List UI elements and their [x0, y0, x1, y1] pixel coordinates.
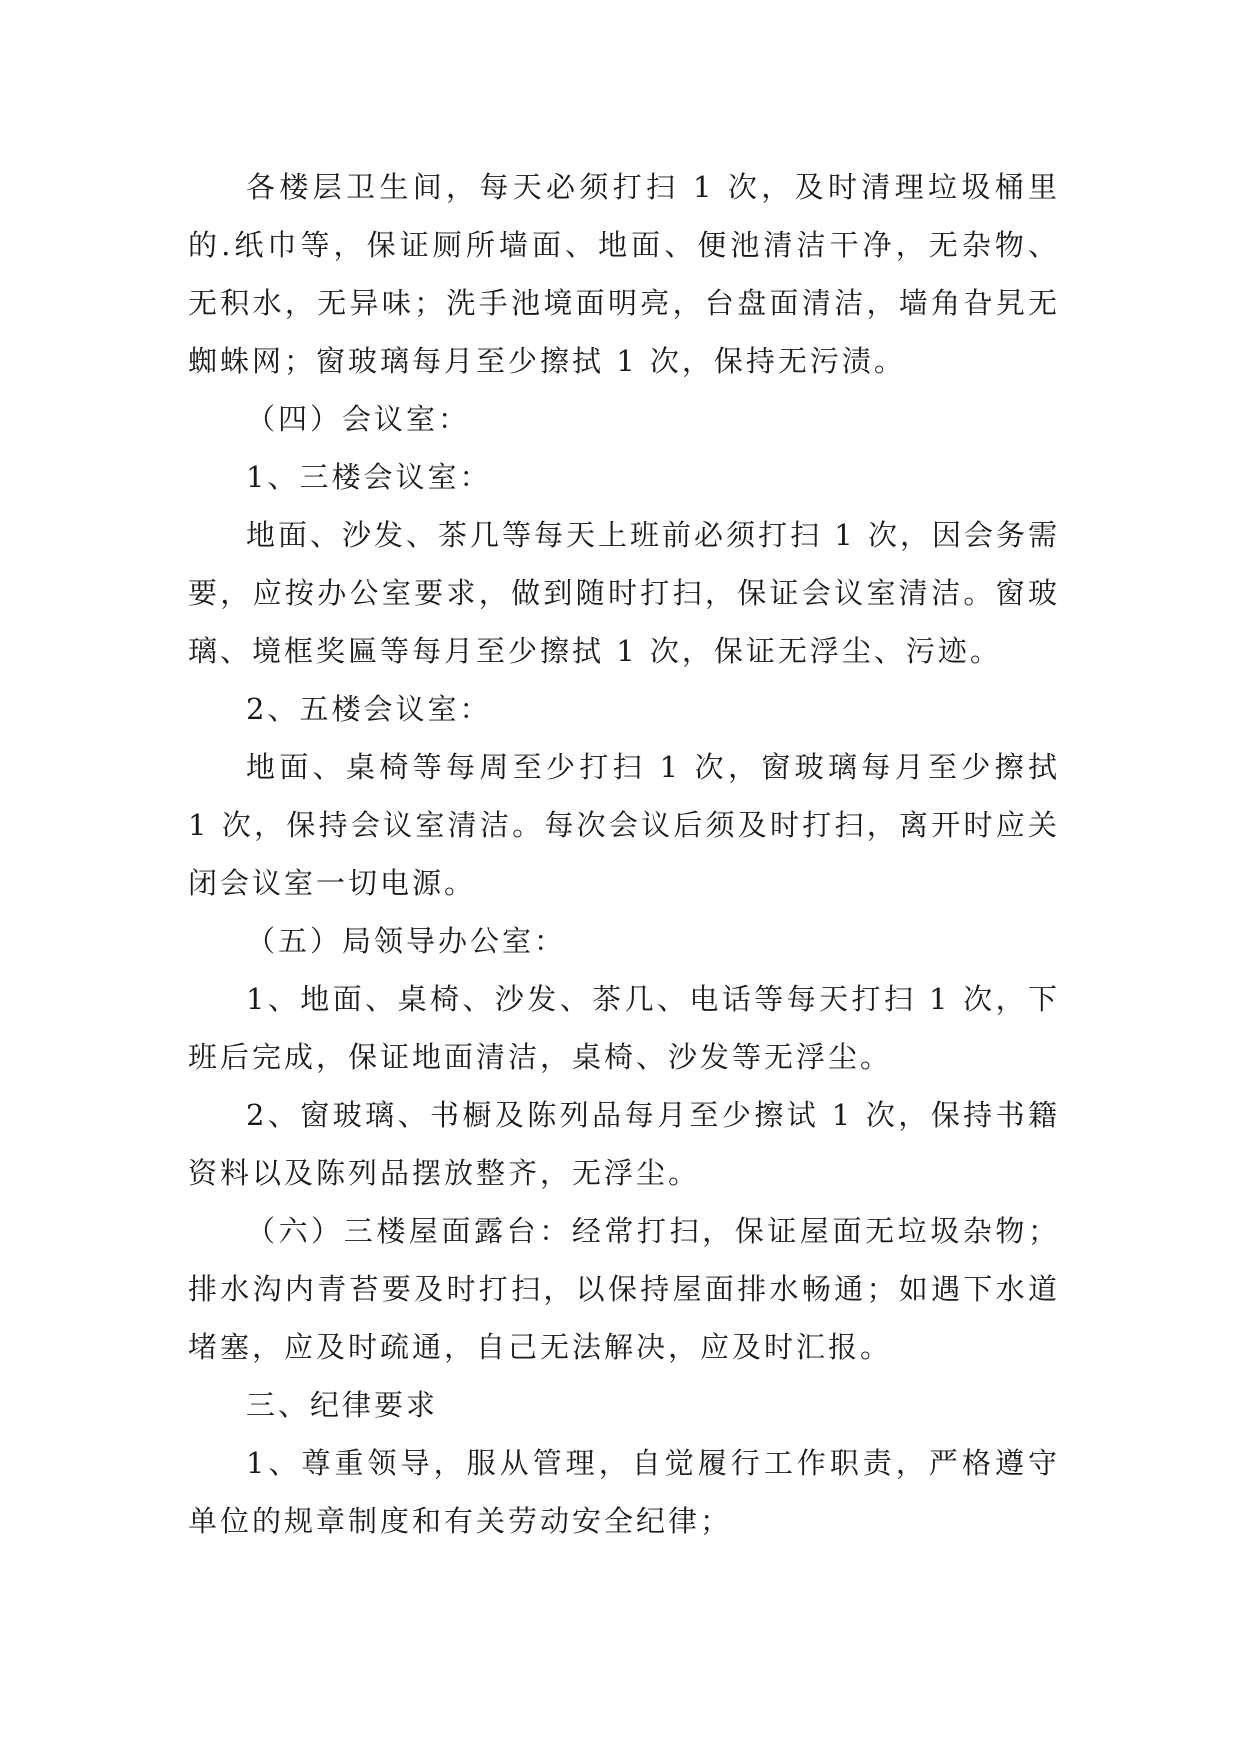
paragraph-fifth-floor-meeting-room: 地面、桌椅等每周至少打扫 1 次，窗玻璃每月至少擦拭 1 次，保持会议室清洁。每次会议后须及时打扫，离开时应关闭会议室一切电源。	[188, 750, 1060, 900]
subheading-third-floor-meeting-room: 1、三楼会议室：	[246, 460, 492, 494]
paragraph-leader-offices-daily: 1、地面、桌椅、沙发、茶几、电话等每天打扫 1 次，下班后完成，保证地面清洁，桌椅、沙发等无浮尘。	[188, 982, 1060, 1074]
paragraph-restroom-cleaning: 各楼层卫生间，每天必须打扫 1 次，及时清理垃圾桶里的.纸巾等，保证厕所墙面、地面、便池清洁干净，无杂物、无积水，无异味；洗手池境面明亮，台盘面清洁，墙角旮旯无蜘蛛网；窗玻璃每月至少擦拭 1 次，保持无污渍。	[188, 170, 1060, 378]
paragraph-discipline-item-1: 1、尊重领导，服从管理，自觉履行工作职责，严格遵守单位的规章制度和有关劳动安全纪律；	[188, 1446, 1060, 1538]
paragraph-rooftop-terrace: （六）三楼屋面露台：经常打扫，保证屋面无垃圾杂物；排水沟内青苔要及时打扫，以保持屋面排水畅通；如遇下水道堵塞，应及时疏通，自己无法解决，应及时汇报。	[188, 1214, 1060, 1364]
subheading-fifth-floor-meeting-room: 2、五楼会议室：	[246, 692, 492, 726]
paragraph-leader-offices-monthly: 2、窗玻璃、书橱及陈列品每月至少擦试 1 次，保持书籍资料以及陈列品摆放整齐，无浮尘。	[188, 1098, 1060, 1190]
heading-meeting-rooms: （四）会议室：	[246, 402, 471, 436]
paragraph-third-floor-meeting-room: 地面、沙发、茶几等每天上班前必须打扫 1 次，因会务需要，应按办公室要求，做到随时打扫，保证会议室清洁。窗玻璃、境框奖匾等每月至少擦拭 1 次，保证无浮尘、污迹。	[188, 518, 1060, 668]
heading-leader-offices: （五）局领导办公室：	[246, 924, 567, 958]
document-body	[188, 158, 1060, 1550]
heading-discipline-requirements: 三、纪律要求	[246, 1388, 439, 1422]
